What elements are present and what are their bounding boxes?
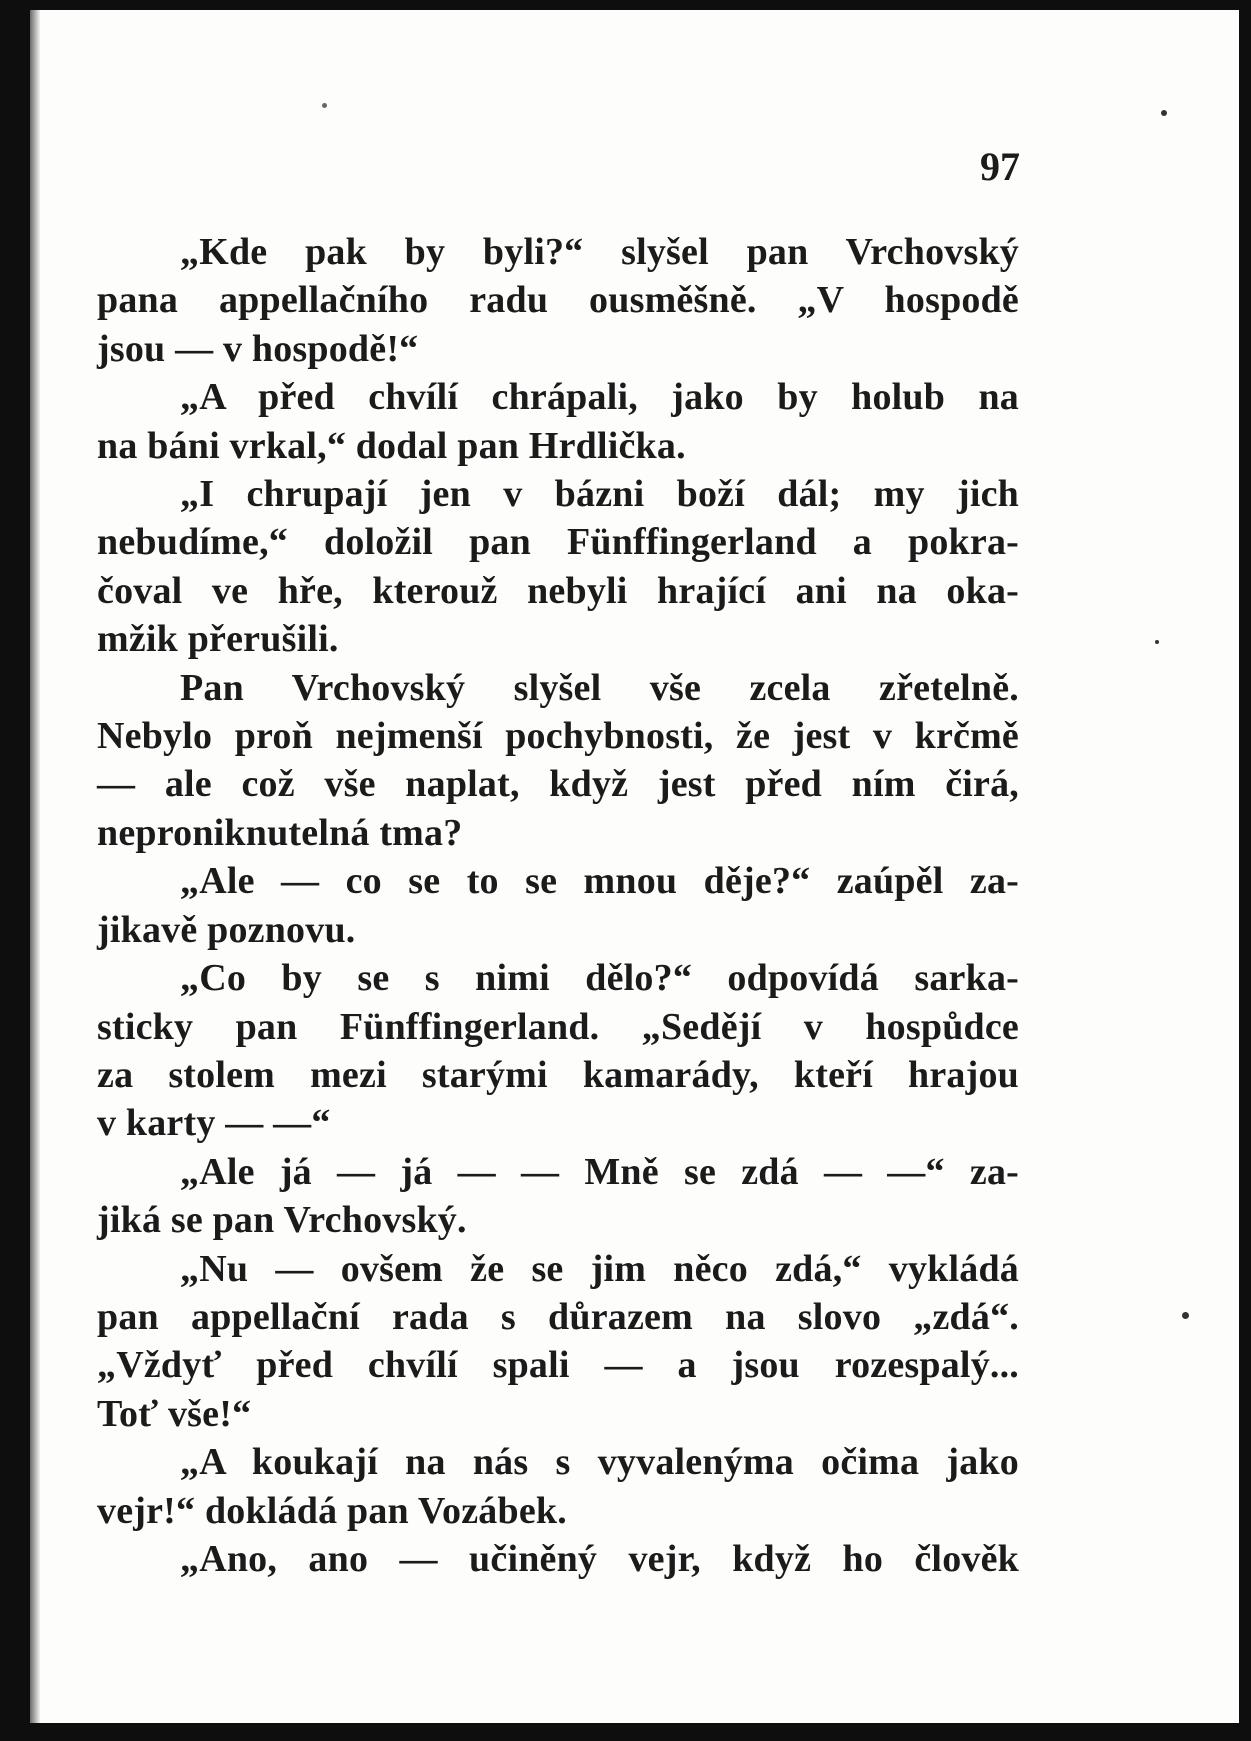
- text-line: za stolem mezi starými kamarády, kteří hrajou: [97, 1053, 1019, 1096]
- body-text: [97, 228, 1019, 1583]
- text-line: v karty — —“: [97, 1102, 331, 1145]
- text-line: jsou — v hospodě!“: [97, 327, 419, 370]
- text-line: na báni vrkal,“ dodal pan Hrdlička.: [97, 424, 686, 467]
- text-line: „A koukají na nás s vyvalenýma očima jako: [180, 1441, 1019, 1484]
- print-speck: [1155, 640, 1159, 644]
- text-line: — ale což vše naplat, když jest před ním čirá,: [97, 763, 1019, 806]
- text-line: pana appellačního radu ousměšně. „V hospodě: [97, 279, 1019, 322]
- text-line: vejr!“ dokládá pan Vozábek.: [97, 1489, 567, 1532]
- text-line: mžik přerušili.: [97, 618, 339, 661]
- text-line: „Ale já — já — — Mně se zdá — —“ za-: [180, 1150, 1019, 1193]
- text-line: „Ano, ano — učiněný vejr, když ho člověk: [180, 1537, 1019, 1580]
- text-line: pan appellační rada s důrazem na slovo „zdá“.: [97, 1295, 1019, 1338]
- print-speck: [322, 103, 327, 108]
- text-line: jikavě poznovu.: [97, 908, 356, 951]
- text-line: „Kde pak by byli?“ slyšel pan Vrchovský: [180, 231, 1019, 273]
- text-line: Nebylo proň nejmenší pochybnosti, že jest v krčmě: [97, 715, 1019, 758]
- text-line: „A před chvílí chrápali, jako by holub na: [180, 376, 1019, 419]
- page-gutter-shadow: [30, 10, 40, 1723]
- page-number: 97: [980, 144, 1020, 189]
- text-line: nebudíme,“ doložil pan Fünffingerland a pokra-: [97, 521, 1019, 564]
- text-line: čoval ve hře, kterouž nebyli hrající ani na oka-: [97, 569, 1019, 612]
- text-line: „Nu — ovšem že se jim něco zdá,“ vykládá: [180, 1247, 1019, 1290]
- text-line: „Vždyť před chvílí spali — a jsou rozespalý...: [97, 1344, 1019, 1387]
- text-line: Pan Vrchovský slyšel vše zcela zřetelně.: [180, 666, 1019, 709]
- text-line: „Ale — co se to se mnou děje?“ zaúpěl za-: [180, 860, 1019, 903]
- text-line: neproniknutelná tma?: [97, 811, 463, 854]
- print-speck: [1161, 110, 1167, 116]
- print-speck: [1182, 1312, 1189, 1319]
- text-line: „I chrupají jen v bázni boží dál; my jich: [180, 473, 1019, 516]
- text-line: sticky pan Fünffingerland. „Sedějí v hospůdce: [97, 1005, 1019, 1048]
- text-line: jiká se pan Vrchovský.: [97, 1199, 467, 1242]
- text-line: Toť vše!“: [97, 1392, 252, 1435]
- text-line: „Co by se s nimi dělo?“ odpovídá sarka-: [180, 957, 1019, 1000]
